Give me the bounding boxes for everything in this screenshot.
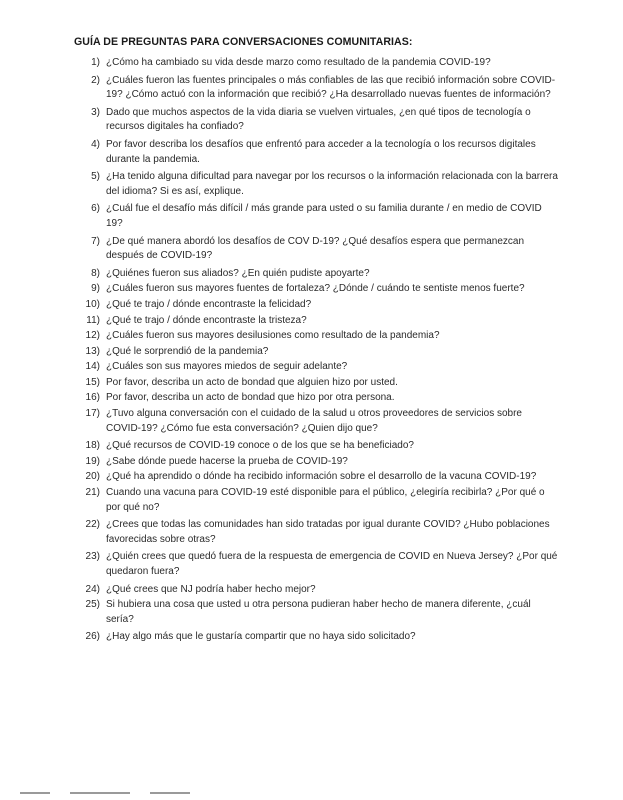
question-number: 24) (85, 583, 100, 595)
question-text: ¿Cuáles fueron las fuentes principales o más confiables de las que recibió información sobre COVID-19? ¿Cómo actuó con la información que recibió? ¿Ha desarrollado nuevas fuentes de información? (106, 74, 556, 101)
question-text: ¿Cuáles son sus mayores miedos de seguir adelante? (106, 361, 348, 373)
question-text: ¿Cuáles fueron sus mayores desilusiones como resultado de la pandemia? (106, 330, 440, 342)
question-item (74, 74, 564, 103)
question-item (74, 282, 564, 297)
question-item (74, 202, 564, 231)
question-number: 26) (85, 631, 100, 643)
question-item (74, 267, 564, 282)
question-number: 17) (85, 408, 100, 420)
question-item (74, 314, 564, 329)
question-text: ¿De qué manera abordó los desafíos de COV D-19? ¿Qué desafíos espera que permanezcan después de COVID-19? (106, 235, 525, 262)
question-item (74, 439, 564, 454)
question-number: 11) (86, 314, 100, 326)
question-text: ¿Qué recursos de COVID-19 conoce o de los que se ha beneficiado? (106, 440, 414, 452)
question-text: ¿Cómo ha cambiado su vida desde marzo como resultado de la pandemia COVID-19? (106, 57, 491, 68)
question-text: ¿Crees que todas las comunidades han sido tratadas por igual durante COVID? ¿Hubo poblaciones favorecidas sobre otras? (106, 519, 550, 545)
question-item (74, 298, 564, 313)
question-item (74, 455, 564, 470)
question-text: ¿Ha tenido alguna dificultad para navegar por los recursos o la información relacionada con la barrera del idioma? Si es así, explique. (106, 171, 558, 197)
question-item (74, 391, 564, 406)
question-item (74, 583, 564, 598)
scan-mark (70, 792, 130, 794)
question-text: ¿Qué te trajo / dónde encontraste la tristeza? (106, 314, 307, 326)
question-number: 9) (91, 283, 100, 295)
question-item (74, 407, 564, 436)
question-number: 19) (85, 455, 100, 467)
question-number: 13) (85, 345, 100, 357)
document-title: GUÍA DE PREGUNTAS PARA CONVERSACIONES COMUNITARIAS: (74, 36, 413, 48)
question-number: 2) (91, 74, 100, 86)
question-number: 16) (85, 392, 100, 404)
question-text: ¿Quiénes fueron sus aliados? ¿En quién pudiste apoyarte? (106, 267, 370, 279)
question-item (74, 329, 564, 344)
question-number: 20) (85, 471, 100, 483)
question-number: 5) (91, 171, 100, 183)
question-text: ¿Cuál fue el desafío más difícil / más grande para usted o su familia durante / en medio de COVID 19? (106, 203, 542, 229)
question-text: ¿Qué le sorprendió de la pandemia? (106, 345, 269, 357)
question-number: 7) (91, 235, 100, 247)
question-text: Por favor, describa un acto de bondad que hizo por otra persona. (106, 392, 395, 404)
question-item (74, 235, 564, 264)
question-text: Dado que muchos aspectos de la vida diaria se vuelven virtuales, ¿en qué tipos de tecnología o recursos digitales ha confiado? (106, 106, 531, 133)
scan-mark (150, 792, 190, 794)
question-number: 10) (85, 298, 100, 310)
question-item (74, 106, 564, 135)
question-text: Por favor describa los desafíos que enfrentó para acceder a la tecnología o los recursos digitales durante la pandemia. (106, 138, 536, 165)
question-item (74, 345, 564, 360)
question-item (74, 360, 564, 375)
scan-mark (20, 792, 50, 794)
question-text: Si hubiera una cosa que usted u otra persona pudieran haber hecho de manera diferente, ¿cuál sería? (106, 599, 531, 625)
question-item (74, 376, 564, 391)
question-text: ¿Qué te trajo / dónde encontraste la felicidad? (106, 298, 312, 310)
question-item (74, 56, 564, 71)
question-number: 14) (85, 361, 100, 373)
scan-edge-marks (0, 790, 623, 796)
question-item (74, 170, 564, 199)
question-number: 18) (85, 440, 100, 452)
question-number: 22) (85, 519, 100, 531)
question-number: 3) (91, 106, 100, 118)
question-text: ¿Hay algo más que le gustaría compartir que no haya sido solicitado? (106, 631, 416, 643)
question-text: ¿Cuáles fueron sus mayores fuentes de fortaleza? ¿Dónde / cuándo te sentiste menos fuerte? (106, 283, 525, 295)
question-number: 6) (91, 203, 100, 215)
question-text: Por favor, describa un acto de bondad que alguien hizo por usted. (106, 376, 398, 388)
question-number: 15) (85, 376, 100, 388)
question-item (74, 518, 564, 547)
question-number: 21) (85, 487, 100, 499)
question-text: ¿Sabe dónde puede hacerse la prueba de COVID-19? (106, 455, 348, 467)
question-list (74, 56, 564, 648)
question-item (74, 470, 564, 485)
question-item (74, 598, 564, 627)
question-item (74, 486, 564, 515)
question-number: 25) (85, 599, 100, 611)
question-text: ¿Tuvo alguna conversación con el cuidado de la salud u otros proveedores de servicios sobre COVID-19? ¿Cómo fue esta conversación? ¿Quien dijo que? (106, 408, 522, 434)
question-text: ¿Qué crees que NJ podría haber hecho mejor? (106, 583, 316, 595)
question-text: ¿Qué ha aprendido o dónde ha recibido información sobre el desarrollo de la vacuna COVID-19? (106, 471, 537, 483)
question-text: ¿Quién crees que quedó fuera de la respuesta de emergencia de COVID en Nueva Jersey? ¿Por qué quedaron fuera? (106, 551, 558, 577)
question-number: 1) (91, 57, 100, 68)
question-number: 23) (85, 551, 100, 563)
question-number: 4) (91, 138, 100, 150)
question-number: 8) (91, 267, 100, 279)
question-item (74, 550, 564, 579)
question-item (74, 630, 564, 645)
question-item (74, 138, 564, 167)
question-number: 12) (85, 330, 100, 342)
question-text: Cuando una vacuna para COVID-19 esté disponible para el público, ¿elegiría recibirla? ¿Por qué o por qué no? (106, 487, 545, 513)
